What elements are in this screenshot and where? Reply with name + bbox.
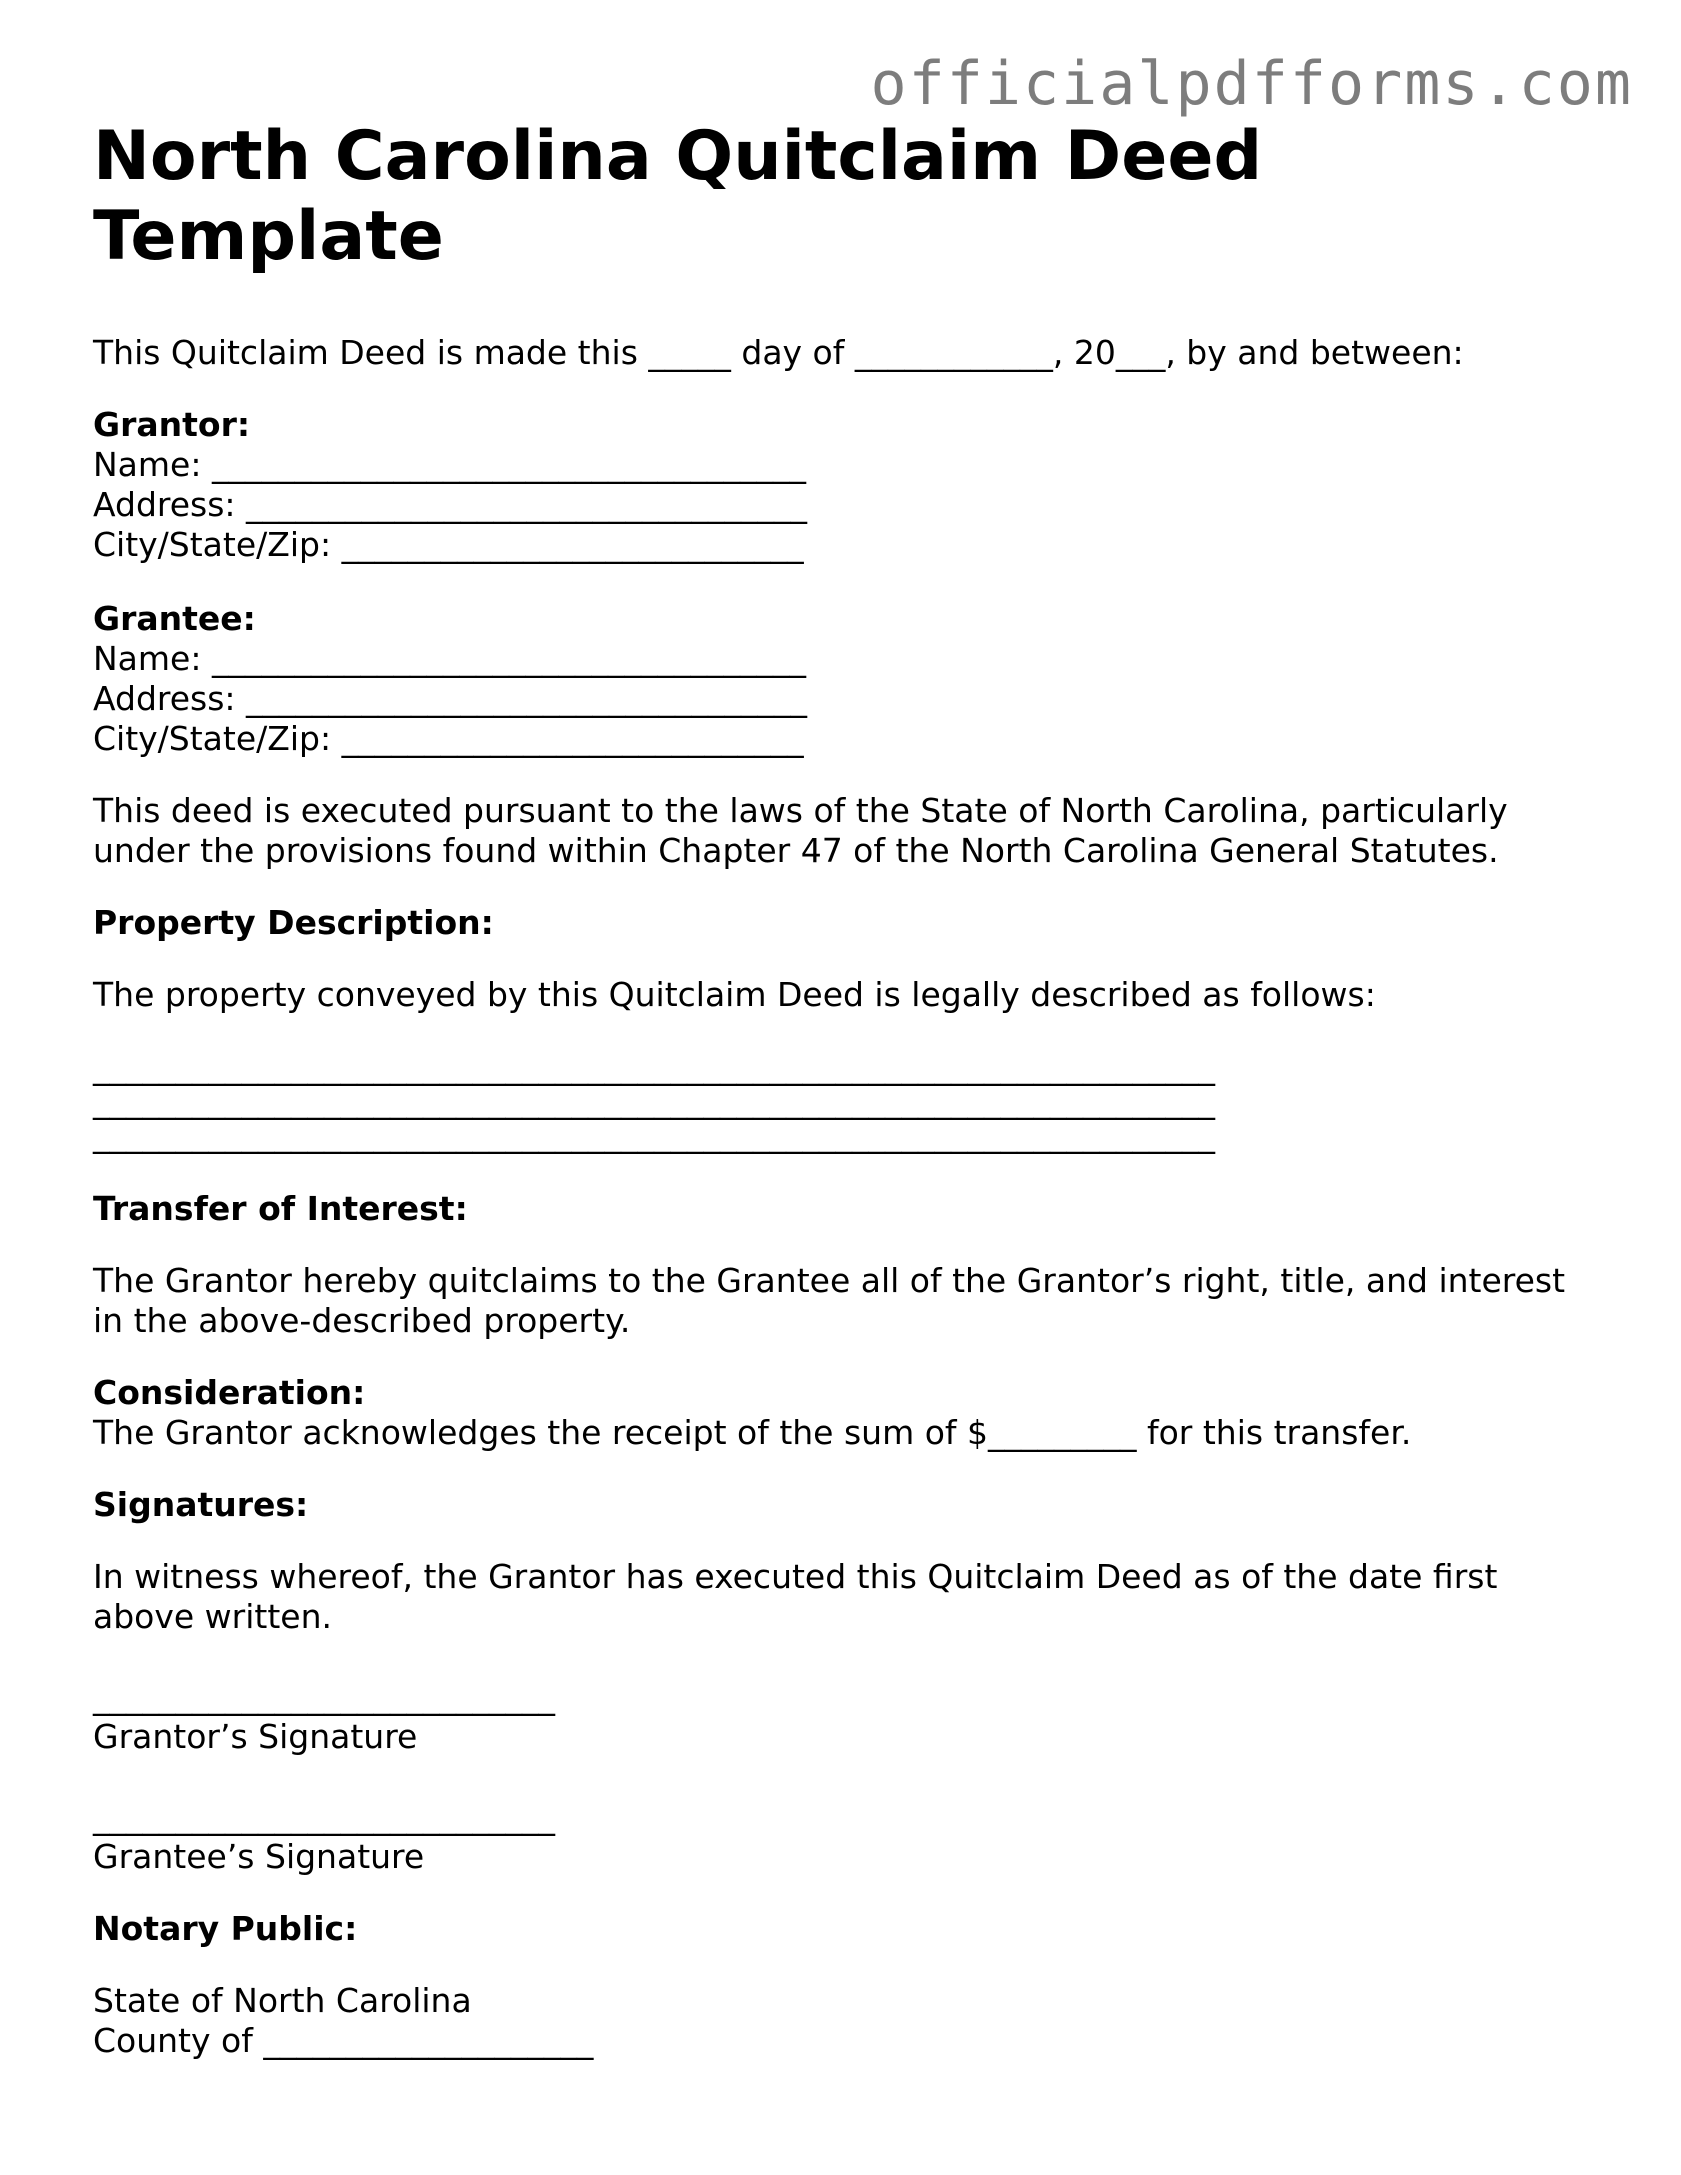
- property-blank-line-2: ____________________________________________________________________: [93, 1081, 1215, 1120]
- statute-paragraph: [93, 791, 1593, 871]
- signatures-line-2: above written.: [93, 1597, 332, 1636]
- grantee-city-field: City/State/Zip: ____________________________: [93, 719, 804, 758]
- consideration-section: [93, 1373, 1593, 1453]
- grantor-name-field: Name: ____________________________________: [93, 445, 806, 484]
- statute-line-1: This deed is executed pursuant to the laws of the State of North Carolina, particularly: [93, 791, 1508, 830]
- property-blank-line-1: ____________________________________________________________________: [93, 1047, 1215, 1086]
- grantor-signature-line: ____________________________: [93, 1677, 555, 1716]
- grantee-heading: Grantee:: [93, 599, 256, 638]
- transfer-line-2: in the above-described property.: [93, 1301, 631, 1340]
- property-blank-line-3: ____________________________________________________________________: [93, 1115, 1215, 1154]
- consideration-heading: Consideration:: [93, 1373, 366, 1412]
- transfer-section: [93, 1189, 1593, 1341]
- transfer-line-1: The Grantor hereby quitclaims to the Grantee all of the Grantor’s right, title, and interest: [93, 1261, 1566, 1300]
- signatures-line-1: In witness whereof, the Grantor has executed this Quitclaim Deed as of the date first: [93, 1557, 1498, 1596]
- grantor-signature-label: Grantor’s Signature: [93, 1717, 418, 1756]
- document-body: [93, 117, 1593, 2061]
- page-title: North Carolina Quitclaim Deed Template: [93, 117, 1263, 276]
- grantee-signature-label: Grantee’s Signature: [93, 1837, 425, 1876]
- intro-text: This Quitclaim Deed is made this _____ day of ____________, 20___, by and between:: [93, 333, 1464, 372]
- notary-state: State of North Carolina: [93, 1981, 472, 2020]
- grantee-address-field: Address: __________________________________: [93, 679, 808, 718]
- statute-line-2: under the provisions found within Chapter 47 of the North Carolina General Statutes.: [93, 831, 1499, 870]
- grantee-signature-line: ____________________________: [93, 1797, 555, 1836]
- transfer-heading: Transfer of Interest:: [93, 1189, 468, 1228]
- notary-county-field: County of ____________________: [93, 2021, 594, 2060]
- signatures-section: [93, 1485, 1593, 1877]
- property-heading: Property Description:: [93, 903, 494, 942]
- notary-heading: Notary Public:: [93, 1909, 358, 1948]
- notary-section: [93, 1909, 1593, 2061]
- consideration-text: The Grantor acknowledges the receipt of the sum of $_________ for this transfer.: [93, 1413, 1412, 1452]
- grantor-city-field: City/State/Zip: ____________________________: [93, 525, 804, 564]
- property-section: [93, 903, 1593, 1155]
- grantee-name-field: Name: ____________________________________: [93, 639, 806, 678]
- grantee-section: [93, 599, 1593, 759]
- grantor-address-field: Address: __________________________________: [93, 485, 808, 524]
- grantor-heading: Grantor:: [93, 405, 251, 444]
- grantor-section: [93, 405, 1593, 565]
- property-text: The property conveyed by this Quitclaim Deed is legally described as follows:: [93, 975, 1376, 1014]
- watermark: officialpdfforms.com: [870, 49, 1633, 119]
- signatures-heading: Signatures:: [93, 1485, 309, 1524]
